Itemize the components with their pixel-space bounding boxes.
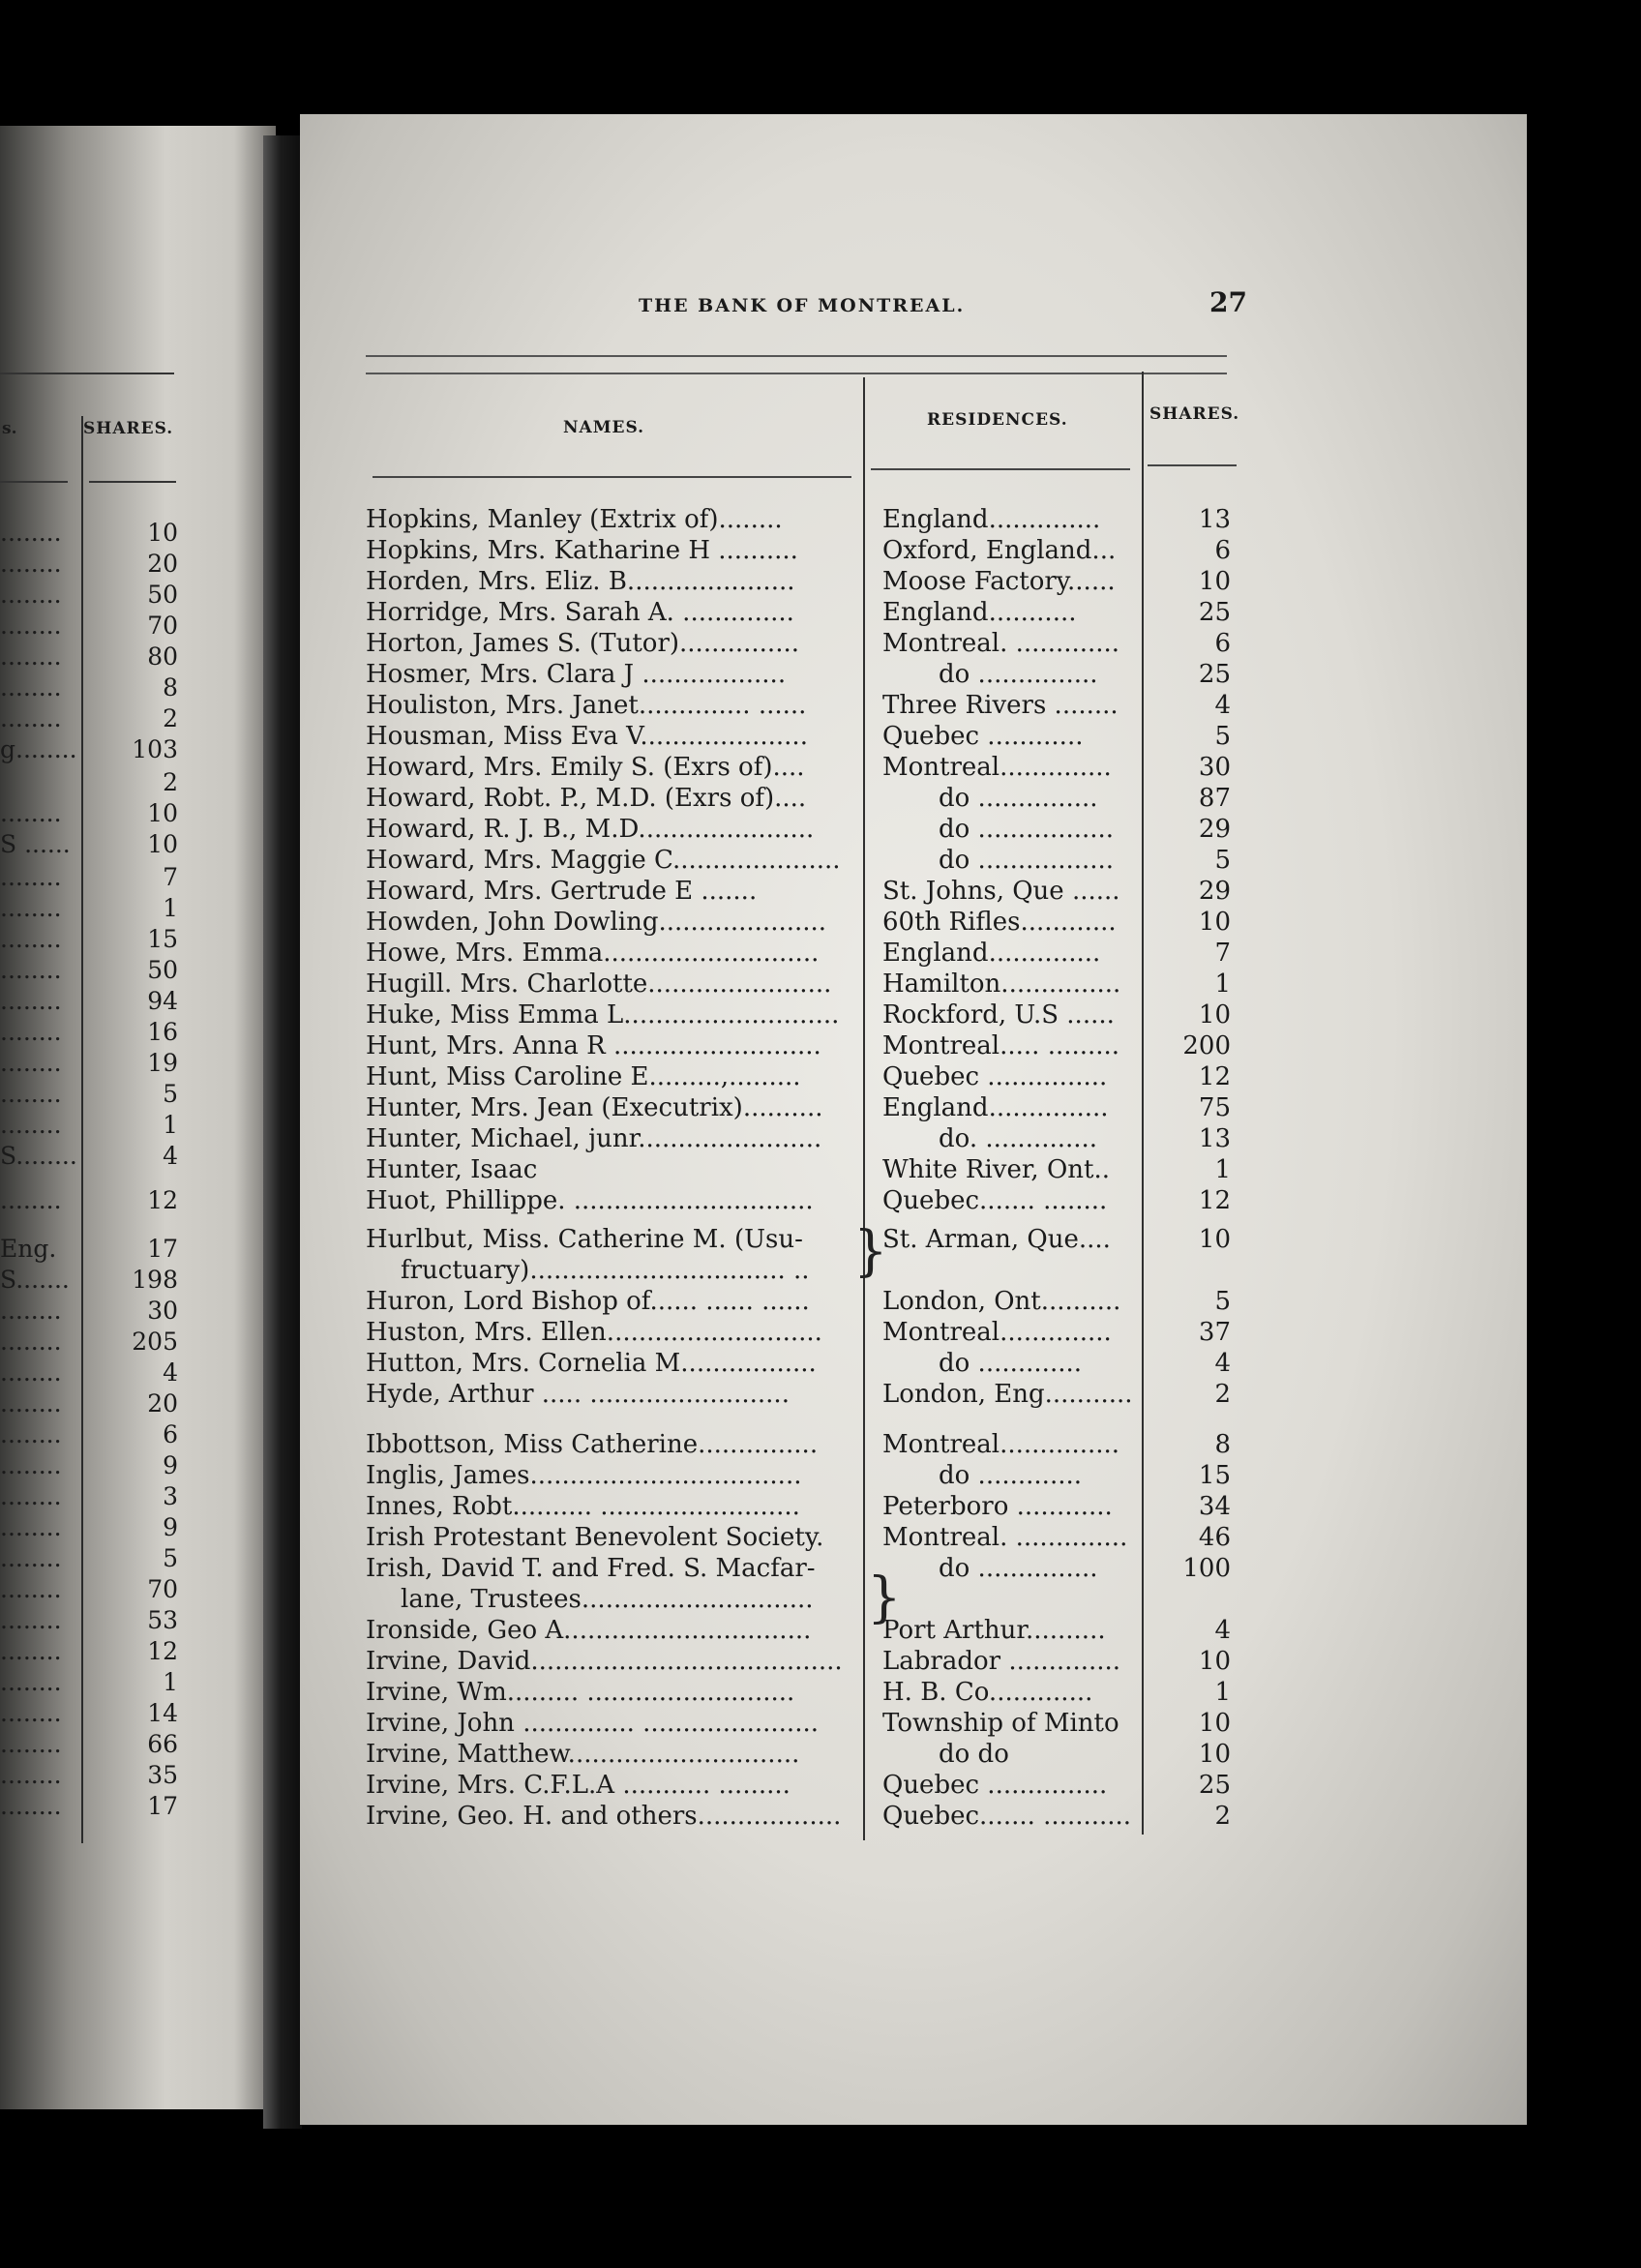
left-row-shares: 9 xyxy=(163,1513,178,1541)
left-row-shares: 4 xyxy=(163,1142,178,1170)
left-row-shares: 66 xyxy=(147,1730,178,1758)
table-row xyxy=(0,598,1248,629)
table-row xyxy=(0,1802,1248,1833)
holder-name: Innes, Robt.......... ......................... xyxy=(366,1492,800,1521)
holder-name: Hunter, Michael, junr....................... xyxy=(366,1124,822,1153)
residences-column-header: RESIDENCES. xyxy=(927,410,1068,430)
table-row xyxy=(0,629,1248,660)
table-row xyxy=(0,1256,1248,1287)
shares-count: 12 xyxy=(1198,1062,1231,1091)
shares-count: 29 xyxy=(1198,877,1231,906)
shares-count: 100 xyxy=(1182,1554,1231,1583)
left-row-fragment: ........ xyxy=(0,1358,62,1387)
left-row-shares: 6 xyxy=(163,1420,178,1448)
left-row-shares: 8 xyxy=(163,673,178,701)
table-row xyxy=(0,1287,1248,1318)
left-row-fragment: S....... xyxy=(0,1266,70,1294)
left-row-fragment: ........ xyxy=(0,1297,62,1325)
shares-count: 2 xyxy=(1214,1380,1231,1409)
shares-count: 10 xyxy=(1198,1225,1231,1254)
holder-name: Hutton, Mrs. Cornelia M................. xyxy=(366,1349,817,1378)
shares-count: 6 xyxy=(1214,536,1231,565)
holder-name: Irish, David T. and Fred. S. Macfar- xyxy=(366,1554,816,1583)
names-column-header: NAMES. xyxy=(563,418,645,437)
left-row-fragment: ........ xyxy=(0,1018,62,1046)
table-row xyxy=(0,1709,1248,1740)
left-row-shares: 50 xyxy=(147,581,178,609)
table-row xyxy=(0,1031,1248,1062)
top-rule xyxy=(366,355,1227,357)
residence: Moose Factory...... xyxy=(882,567,1116,596)
left-row-fragment: ........ xyxy=(0,1451,62,1479)
left-row-fragment: ........ xyxy=(0,1699,62,1727)
shares-count: 75 xyxy=(1198,1093,1231,1122)
table-row xyxy=(0,846,1248,877)
residence: Township of Minto xyxy=(882,1709,1119,1738)
table-row xyxy=(0,1740,1248,1771)
left-row-fragment: S ...... xyxy=(0,830,71,858)
shares-count: 5 xyxy=(1214,722,1231,751)
table-row xyxy=(0,1062,1248,1093)
table-row xyxy=(0,660,1248,691)
left-row-fragment: ........ xyxy=(0,1111,62,1139)
running-title: THE BANK OF MONTREAL. xyxy=(639,295,966,316)
shares-count: 8 xyxy=(1214,1430,1231,1459)
table-row xyxy=(0,722,1248,753)
table-row xyxy=(0,1124,1248,1155)
shares-count: 200 xyxy=(1182,1031,1231,1060)
holder-name: Hyde, Arthur ..... ......................... xyxy=(366,1380,790,1409)
holder-name: Housman, Miss Eva V..................... xyxy=(366,722,808,751)
residence: Quebec....... ........ xyxy=(882,1186,1108,1215)
residence: do. .............. xyxy=(939,1124,1098,1153)
left-row-shares: 70 xyxy=(147,1575,178,1603)
table-row xyxy=(0,1585,1248,1616)
left-row-shares: 1 xyxy=(163,894,178,922)
shares-count: 2 xyxy=(1214,1802,1231,1831)
shares-count: 5 xyxy=(1214,846,1231,875)
holder-name: fructuary)................................ .. xyxy=(401,1256,810,1285)
holder-name: Huron, Lord Bishop of...... ...... ...... xyxy=(366,1287,810,1316)
left-row-shares: 205 xyxy=(132,1328,178,1356)
holder-name: Huke, Miss Emma L........................... xyxy=(366,1000,840,1030)
table-row xyxy=(0,1186,1248,1217)
left-row-shares: 17 xyxy=(147,1792,178,1820)
shares-count: 4 xyxy=(1214,1616,1231,1645)
shares-count: 4 xyxy=(1214,1349,1231,1378)
residence: Quebec ............... xyxy=(882,1771,1108,1800)
holder-name: Horden, Mrs. Eliz. B..................... xyxy=(366,567,795,596)
left-row-shares: 12 xyxy=(147,1637,178,1665)
left-row-shares: 19 xyxy=(147,1049,178,1077)
left-row-shares: 10 xyxy=(147,519,178,547)
shares-count: 5 xyxy=(1214,1287,1231,1316)
table-row xyxy=(0,1155,1248,1186)
shares-count: 13 xyxy=(1198,505,1231,534)
left-row-shares: 70 xyxy=(147,612,178,640)
holder-name: Hopkins, Mrs. Katharine H .......... xyxy=(366,536,798,565)
shares-count: 10 xyxy=(1198,1647,1231,1676)
holder-name: Hunt, Mrs. Anna R .......................... xyxy=(366,1031,821,1060)
residence: England............... xyxy=(882,1093,1109,1122)
table-row xyxy=(0,815,1248,846)
table-row xyxy=(0,1523,1248,1554)
left-row-fragment: ........ xyxy=(0,1049,62,1077)
left-row-shares: 94 xyxy=(147,987,178,1015)
table-row xyxy=(0,1380,1248,1411)
holder-name: Howard, R. J. B., M.D...................... xyxy=(366,815,815,844)
left-row-shares: 12 xyxy=(147,1186,178,1214)
holder-name: Hugill. Mrs. Charlotte....................... xyxy=(366,970,832,999)
holder-name: Hunter, Mrs. Jean (Executrix).......... xyxy=(366,1093,823,1122)
brace-hurlbut: } xyxy=(853,1220,888,1283)
holder-name: Howard, Mrs. Gertrude E ....... xyxy=(366,877,758,906)
left-row-shares: 4 xyxy=(163,1358,178,1387)
left-row-shares: 1 xyxy=(163,1111,178,1139)
shares-column-header: SHARES. xyxy=(1149,404,1240,424)
left-row-fragment: ........ xyxy=(0,1637,62,1665)
left-row-shares: 2 xyxy=(163,704,178,732)
shares-count: 25 xyxy=(1198,1771,1231,1800)
table-row xyxy=(0,1554,1248,1585)
shares-count: 13 xyxy=(1198,1124,1231,1153)
shares-count: 37 xyxy=(1198,1318,1231,1347)
left-row-fragment: ........ xyxy=(0,1606,62,1634)
residence: England.............. xyxy=(882,505,1101,534)
left-row-shares: 9 xyxy=(163,1451,178,1479)
residence: Quebec....... ........... xyxy=(882,1802,1132,1831)
table-row xyxy=(0,877,1248,908)
shares-count: 25 xyxy=(1198,598,1231,627)
residence: Quebec ............... xyxy=(882,1062,1108,1091)
residence: Montreal. ............. xyxy=(882,629,1120,658)
left-row-shares: 7 xyxy=(163,863,178,891)
left-row-fragment: Eng. xyxy=(0,1235,57,1263)
residence: Rockford, U.S ...... xyxy=(882,1000,1115,1030)
shares-count: 1 xyxy=(1214,970,1231,999)
table-row xyxy=(0,784,1248,815)
shares-count: 30 xyxy=(1198,753,1231,782)
left-row-fragment: ........ xyxy=(0,704,62,732)
table-row xyxy=(0,753,1248,784)
left-row-fragment: ........ xyxy=(0,1186,62,1214)
left-row-shares: 3 xyxy=(163,1482,178,1510)
holder-name: Inglis, James.................................. xyxy=(366,1461,802,1490)
holder-name: Howard, Mrs. Maggie C..................... xyxy=(366,846,841,875)
shares-count: 10 xyxy=(1198,567,1231,596)
shares-header-rule xyxy=(1148,464,1237,466)
left-row-fragment: ........ xyxy=(0,799,62,827)
table-row xyxy=(0,505,1248,536)
left-shares-header: SHARES. xyxy=(83,419,174,438)
table-row xyxy=(0,939,1248,970)
holder-name: Irvine, David....................................... xyxy=(366,1647,843,1676)
residence: England.............. xyxy=(882,939,1101,968)
left-partial-header: s. xyxy=(2,419,17,438)
holder-name: Hunt, Miss Caroline E.........,......... xyxy=(366,1062,801,1091)
residence: do ............. xyxy=(939,1461,1083,1490)
holder-name: Irish Protestant Benevolent Society. xyxy=(366,1523,824,1552)
table-row xyxy=(0,536,1248,567)
shares-count: 25 xyxy=(1198,660,1231,689)
shares-count: 12 xyxy=(1198,1186,1231,1215)
left-row-fragment: ........ xyxy=(0,956,62,984)
left-row-fragment: ........ xyxy=(0,1080,62,1108)
shares-count: 1 xyxy=(1214,1678,1231,1707)
left-header-rule-shares xyxy=(89,481,176,483)
holder-name: Howard, Robt. P., M.D. (Exrs of).... xyxy=(366,784,807,813)
left-row-shares: 103 xyxy=(132,735,178,763)
residence: St. Arman, Que.... xyxy=(882,1225,1111,1254)
table-row xyxy=(0,1318,1248,1349)
residence: White River, Ont.. xyxy=(882,1155,1110,1184)
shares-count: 6 xyxy=(1214,629,1231,658)
left-row-shares: 30 xyxy=(147,1297,178,1325)
holder-name: Howard, Mrs. Emily S. (Exrs of).... xyxy=(366,753,805,782)
residence: England........... xyxy=(882,598,1077,627)
left-row-fragment: ........ xyxy=(0,519,62,547)
left-top-rule xyxy=(0,373,174,374)
holder-name: Irvine, Wm......... .......................... xyxy=(366,1678,795,1707)
holder-name: Horton, James S. (Tutor)............... xyxy=(366,629,799,658)
shares-count: 10 xyxy=(1198,1709,1231,1738)
residence: Montreal............... xyxy=(882,1430,1120,1459)
left-row-fragment: ........ xyxy=(0,1575,62,1603)
shares-count: 10 xyxy=(1198,1740,1231,1769)
left-row-fragment: ........ xyxy=(0,1420,62,1448)
left-row-fragment: ........ xyxy=(0,642,62,671)
left-row-shares: 10 xyxy=(147,830,178,858)
table-row xyxy=(0,1616,1248,1647)
left-row-fragment: ........ xyxy=(0,581,62,609)
residence: do ................. xyxy=(939,846,1115,875)
table-row xyxy=(0,1678,1248,1709)
residence: do ............... xyxy=(939,784,1098,813)
table-row xyxy=(0,1647,1248,1678)
left-row-fragment: ........ xyxy=(0,1668,62,1696)
table-row xyxy=(0,1771,1248,1802)
left-row-shares: 16 xyxy=(147,1018,178,1046)
residence: Oxford, England... xyxy=(882,536,1117,565)
left-row-fragment: ........ xyxy=(0,1761,62,1789)
left-row-fragment: ........ xyxy=(0,1544,62,1572)
table-row xyxy=(0,908,1248,939)
holder-name: Howden, John Dowling..................... xyxy=(366,908,827,937)
left-row-fragment: ........ xyxy=(0,925,62,953)
residence: Montreal. .............. xyxy=(882,1523,1128,1552)
left-row-shares: 20 xyxy=(147,1389,178,1418)
table-row xyxy=(0,1492,1248,1523)
left-row-fragment: ........ xyxy=(0,987,62,1015)
residence: St. Johns, Que ...... xyxy=(882,877,1120,906)
left-row-shares: 5 xyxy=(163,1544,178,1572)
residence: Hamilton............... xyxy=(882,970,1121,999)
shares-count: 7 xyxy=(1214,939,1231,968)
holder-name: Houliston, Mrs. Janet.............. ...... xyxy=(366,691,807,720)
residence: Quebec ............ xyxy=(882,722,1084,751)
left-row-fragment: ........ xyxy=(0,1792,62,1820)
residence: H. B. Co............. xyxy=(882,1678,1093,1707)
left-row-shares: 80 xyxy=(147,642,178,671)
left-row-fragment: ........ xyxy=(0,673,62,701)
table-row xyxy=(0,691,1248,722)
residence: London, Eng........... xyxy=(882,1380,1133,1409)
residence: Port Arthur.......... xyxy=(882,1616,1106,1645)
shares-count: 10 xyxy=(1198,1000,1231,1030)
residence: 60th Rifles............ xyxy=(882,908,1117,937)
left-row-shares: 1 xyxy=(163,1668,178,1696)
holder-name: lane, Trustees............................. xyxy=(401,1585,814,1614)
left-row-fragment: S........ xyxy=(0,1142,77,1170)
table-row xyxy=(0,1093,1248,1124)
table-row xyxy=(0,970,1248,1000)
table-row xyxy=(0,1461,1248,1492)
residence: Three Rivers ........ xyxy=(882,691,1119,720)
shares-count: 29 xyxy=(1198,815,1231,844)
table-row xyxy=(0,1000,1248,1031)
shares-count: 46 xyxy=(1198,1523,1231,1552)
holder-name: Huot, Phillippe. .............................. xyxy=(366,1186,814,1215)
left-row-fragment: ........ xyxy=(0,1513,62,1541)
top-rule-2 xyxy=(366,373,1227,374)
residence: Labrador .............. xyxy=(882,1647,1121,1676)
shares-count: 15 xyxy=(1198,1461,1231,1490)
left-row-shares: 35 xyxy=(147,1761,178,1789)
holder-name: Huston, Mrs. Ellen........................... xyxy=(366,1318,822,1347)
left-row-shares: 10 xyxy=(147,799,178,827)
holder-name: Howe, Mrs. Emma........................... xyxy=(366,939,820,968)
table-row xyxy=(0,1430,1248,1461)
shares-count: 4 xyxy=(1214,691,1231,720)
table-row xyxy=(0,1349,1248,1380)
table-row xyxy=(0,567,1248,598)
shares-count: 87 xyxy=(1198,784,1231,813)
holder-name: Hosmer, Mrs. Clara J .................. xyxy=(366,660,787,689)
left-row-fragment: ........ xyxy=(0,894,62,922)
holder-name: Irvine, John .............. ...................... xyxy=(366,1709,819,1738)
holder-name: Irvine, Mrs. C.F.L.A ........... ......... xyxy=(366,1771,791,1800)
page-number: 27 xyxy=(1209,286,1247,318)
holder-name: Irvine, Matthew............................. xyxy=(366,1740,800,1769)
holder-name: Hopkins, Manley (Extrix of)........ xyxy=(366,505,783,534)
residence: do do xyxy=(939,1740,1009,1769)
left-row-fragment: g........ xyxy=(0,735,77,763)
left-row-fragment: ........ xyxy=(0,1389,62,1418)
left-row-shares: 50 xyxy=(147,956,178,984)
shares-count: 10 xyxy=(1198,908,1231,937)
left-row-fragment: ........ xyxy=(0,612,62,640)
shares-count: 1 xyxy=(1214,1155,1231,1184)
left-row-shares: 20 xyxy=(147,550,178,578)
left-row-shares: 2 xyxy=(163,768,178,796)
holder-name: Ironside, Geo A............................... xyxy=(366,1616,812,1645)
left-row-shares: 17 xyxy=(147,1235,178,1263)
left-row-shares: 14 xyxy=(147,1699,178,1727)
left-row-fragment: ........ xyxy=(0,1328,62,1356)
residence: do ................. xyxy=(939,815,1115,844)
left-row-fragment: ........ xyxy=(0,863,62,891)
holder-name: Ibbottson, Miss Catherine............... xyxy=(366,1430,819,1459)
left-row-fragment: ........ xyxy=(0,1730,62,1758)
left-header-rule xyxy=(0,481,68,483)
left-row-shares: 15 xyxy=(147,925,178,953)
residences-header-rule xyxy=(871,468,1130,470)
residence: Peterboro ............ xyxy=(882,1492,1113,1521)
residence: do ............... xyxy=(939,1554,1098,1583)
residence: do ............. xyxy=(939,1349,1083,1378)
left-row-fragment: ........ xyxy=(0,550,62,578)
left-row-shares: 198 xyxy=(132,1266,178,1294)
residence: Montreal..... ......... xyxy=(882,1031,1120,1060)
shares-count: 34 xyxy=(1198,1492,1231,1521)
names-header-rule xyxy=(373,476,851,478)
left-row-fragment: ........ xyxy=(0,1482,62,1510)
brace-irish: } xyxy=(867,1567,902,1629)
residence: Montreal.............. xyxy=(882,1318,1112,1347)
holder-name: Hunter, Isaac xyxy=(366,1155,538,1184)
residence: do ............... xyxy=(939,660,1098,689)
left-row-shares: 53 xyxy=(147,1606,178,1634)
holder-name: Hurlbut, Miss. Catherine M. (Usu- xyxy=(366,1225,803,1254)
holder-name: Horridge, Mrs. Sarah A. .............. xyxy=(366,598,794,627)
table-row xyxy=(0,1225,1248,1256)
holder-name: Irvine, Geo. H. and others.................. xyxy=(366,1802,842,1831)
residence: London, Ont.......... xyxy=(882,1287,1121,1316)
residence: Montreal.............. xyxy=(882,753,1112,782)
left-row-shares: 5 xyxy=(163,1080,178,1108)
